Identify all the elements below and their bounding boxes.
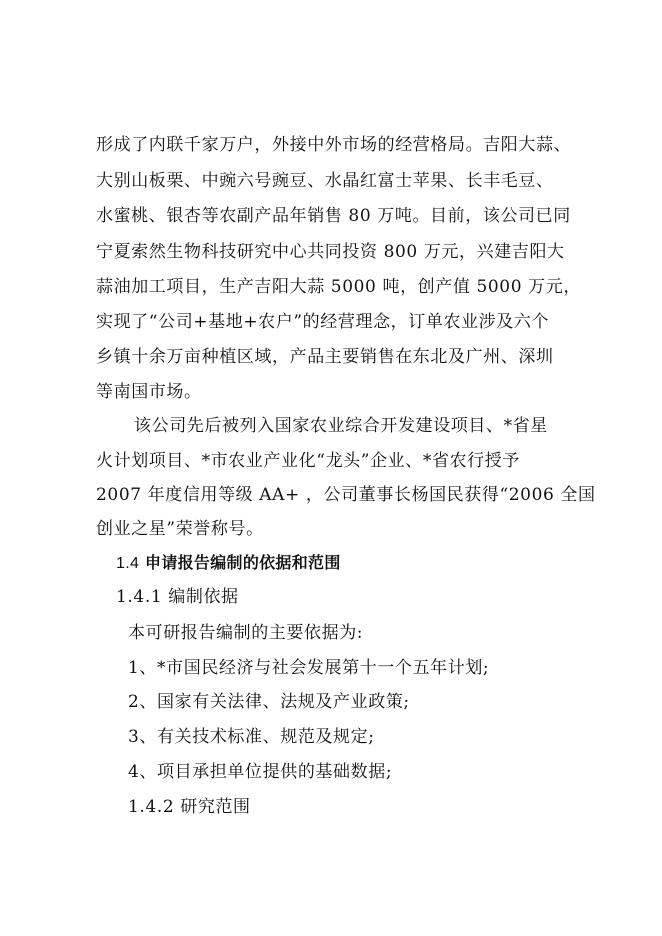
- paragraph-line: 2007 年度信用等级 AA+ ，公司董事长杨国民获得“2006 全国: [96, 485, 596, 505]
- list-item: 2、国家有关法律、法规及产业政策;: [128, 692, 410, 712]
- subsection-heading-1-4-1: 1.4.1 编制依据: [116, 587, 239, 607]
- paragraph-line: 蒜油加工项目，生产吉阳大蒜 5000 吨，创产值 5000 万元，: [96, 277, 581, 297]
- intro-line: 本可研报告编制的主要依据为:: [128, 623, 364, 643]
- list-item: 4、项目承担单位提供的基础数据;: [128, 762, 393, 782]
- paragraph-line: 火计划项目、*市农业产业化“龙头”企业、*省农行授予: [96, 451, 520, 471]
- paragraph-line: 实现了“公司+基地+农户”的经营理念，订单农业涉及六个: [96, 312, 550, 332]
- paragraph-line: 等南国市场。: [96, 382, 202, 402]
- paragraph-line: 形成了内联千家万户，外接中外市场的经营格局。吉阳大蒜、: [96, 135, 572, 155]
- paragraph-line: 创业之星”荣誉称号。: [96, 519, 264, 539]
- list-item: 3、有关技术标准、规范及规定;: [128, 727, 375, 747]
- section-heading-1-4: [116, 553, 341, 574]
- subsection-heading-1-4-2: 1.4.2 研究范围: [128, 797, 251, 817]
- paragraph-line: 水蜜桃、银杏等农副产品年销售 80 万吨。目前，该公司已同: [96, 206, 571, 226]
- paragraph-line: 乡镇十余万亩种植区域，产品主要销售在东北及广州、深圳: [96, 347, 554, 367]
- paragraph-line: 宁夏索然生物科技研究中心共同投资 800 万元，兴建吉阳大: [96, 242, 565, 262]
- paragraph-line: 该公司先后被列入国家农业综合开发建设项目、*省星: [134, 416, 548, 436]
- section-title: 申请报告编制的依据和范围: [145, 553, 341, 572]
- list-item: 1、*市国民经济与社会发展第十一个五年计划;: [128, 658, 490, 678]
- section-number: 1.4: [116, 555, 140, 572]
- paragraph-line: 大别山板栗、中豌六号豌豆、水晶红富士苹果、长丰毛豆、: [96, 171, 554, 191]
